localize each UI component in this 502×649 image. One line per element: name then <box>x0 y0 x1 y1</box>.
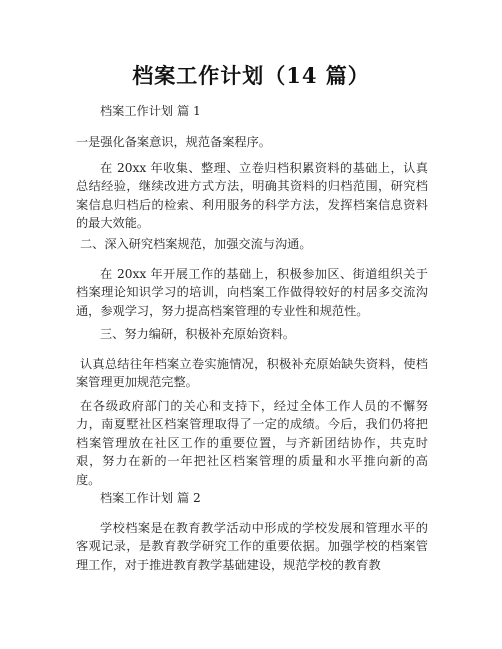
section-heading-2: 档案工作计划 篇 2 <box>100 491 201 505</box>
paragraph: 三、努力编研，积极补充原始资料。 <box>100 327 295 341</box>
paragraph: 学校档案是在教育教学活动中形成的学校发展和管理水平的客观记录，是教育教学研究工作的重要依据。加强学校的档案管理工作，对于推进教育教学基础建设，规范学校的教育教 <box>76 521 428 572</box>
paragraph: 在 20xx 年开展工作的基础上，积极参加区、街道组织关于档案理论知识学习的培训，向档案工作做得较好的村居多交流沟通，参观学习，努力提高档案管理的专业性和规范性。 <box>76 267 428 318</box>
paragraph: 一是强化备案意识，规范备案程序。 <box>76 135 271 149</box>
section-heading-1: 档案工作计划 篇 1 <box>100 104 201 118</box>
paragraph: 在各级政府部门的关心和支持下，经过全体工作人员的不懈努力，南夏墅社区档案管理取得了一定的成绩。今后，我们仍将把档案管理放在社区工作的重要位置，与齐新团结协作，共克时艰，努力在新的一年把社区档案管理的质量和水平推向新的高度。 <box>76 399 428 487</box>
paragraph: 二、深入研究档案规范，加强交流与沟通。 <box>80 237 312 251</box>
paragraph: 认真总结往年档案立卷实施情况，积极补充原始缺失资料，使档案管理更加规范完整。 <box>76 357 428 390</box>
document-title: 档案工作计划（14 篇） <box>132 63 370 88</box>
paragraph: 在 20xx 年收集、整理、立卷归档积累资料的基础上，认真总结经验，继续改进方式方法，明确其资料的归档范围，研究档案信息归档后的检索、利用服务的科学方法，发挥档案信息资料的最大效能。 <box>76 161 428 231</box>
